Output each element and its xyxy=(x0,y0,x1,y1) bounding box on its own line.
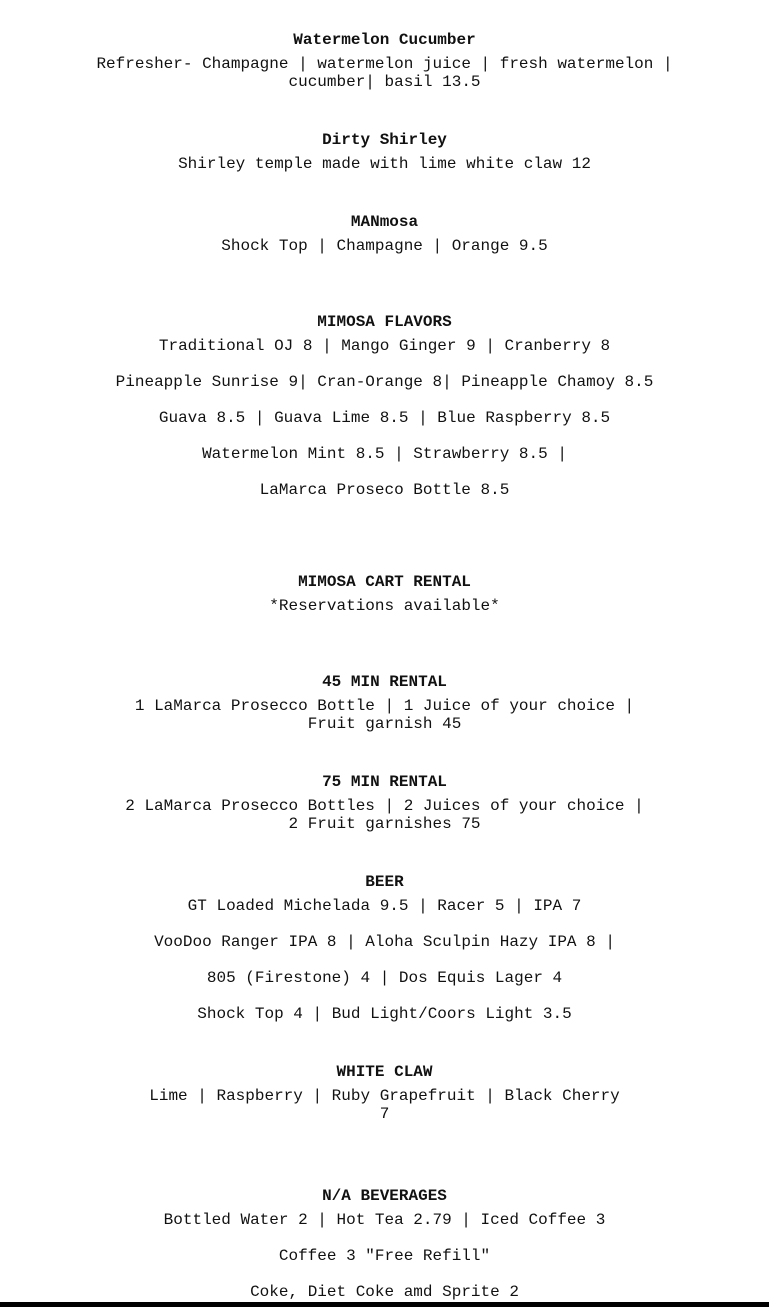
list-item: Guava 8.5 | Guava Lime 8.5 | Blue Raspberry 8.5 xyxy=(158,409,611,427)
list-item: Traditional OJ 8 | Mango Ginger 9 | Cranberry 8 xyxy=(158,337,611,355)
section-title-75-min-rental: 75 MIN RENTAL xyxy=(322,773,447,791)
list-item: Coke, Diet Coke amd Sprite 2 xyxy=(250,1283,519,1301)
section-title-white-claw: WHITE CLAW xyxy=(336,1063,433,1081)
section-title-mimosa-flavors: MIMOSA FLAVORS xyxy=(317,313,452,331)
list-item: GT Loaded Michelada 9.5 | Racer 5 | IPA 7 xyxy=(187,897,582,915)
section-title-mimosa-cart-rental: MIMOSA CART RENTAL xyxy=(298,573,471,591)
section-desc-mimosa-cart: *Reservations available* xyxy=(269,597,500,615)
section-desc-white-claw-line-2: 7 xyxy=(379,1105,390,1123)
list-item: Coffee 3 "Free Refill" xyxy=(278,1247,491,1265)
section-desc-45-min-line-2: Fruit garnish 45 xyxy=(307,715,462,733)
section-title-watermelon-cucumber: Watermelon Cucumber xyxy=(293,31,476,49)
list-item: Bottled Water 2 | Hot Tea 2.79 | Iced Coffee 3 xyxy=(163,1211,606,1229)
section-desc-watermelon-line-2: cucumber| basil 13.5 xyxy=(288,73,481,91)
section-title-na-beverages: N/A BEVERAGES xyxy=(322,1187,447,1205)
section-desc-manmosa: Shock Top | Champagne | Orange 9.5 xyxy=(221,237,548,255)
section-title-dirty-shirley: Dirty Shirley xyxy=(322,131,447,149)
section-title-beer: BEER xyxy=(365,873,404,891)
section-desc-45-min-line-1: 1 LaMarca Prosecco Bottle | 1 Juice of your choice | xyxy=(134,697,635,715)
section-title-45-min-rental: 45 MIN RENTAL xyxy=(322,673,447,691)
section-desc-watermelon-line-1: Refresher- Champagne | watermelon juice | fresh watermelon | xyxy=(96,55,673,73)
section-title-manmosa: MANmosa xyxy=(350,213,419,231)
section-desc-75-min-line-2: 2 Fruit garnishes 75 xyxy=(288,815,481,833)
section-desc-dirty-shirley: Shirley temple made with lime white claw 12 xyxy=(178,155,591,173)
list-item: LaMarca Proseco Bottle 8.5 xyxy=(259,481,510,499)
section-desc-white-claw-line-1: Lime | Raspberry | Ruby Grapefruit | Black Cherry xyxy=(149,1087,620,1105)
list-item: Watermelon Mint 8.5 | Strawberry 8.5 | xyxy=(202,445,567,463)
list-item: VooDoo Ranger IPA 8 | Aloha Sculpin Hazy IPA 8 | xyxy=(154,933,615,951)
list-item: 805 (Firestone) 4 | Dos Equis Lager 4 xyxy=(206,969,563,987)
list-item: Pineapple Sunrise 9| Cran-Orange 8| Pineapple Chamoy 8.5 xyxy=(115,373,654,391)
section-desc-75-min-line-1: 2 LaMarca Prosecco Bottles | 2 Juices of your choice | xyxy=(125,797,644,815)
bottom-divider xyxy=(0,1302,769,1307)
list-item: Shock Top 4 | Bud Light/Coors Light 3.5 xyxy=(197,1005,572,1023)
